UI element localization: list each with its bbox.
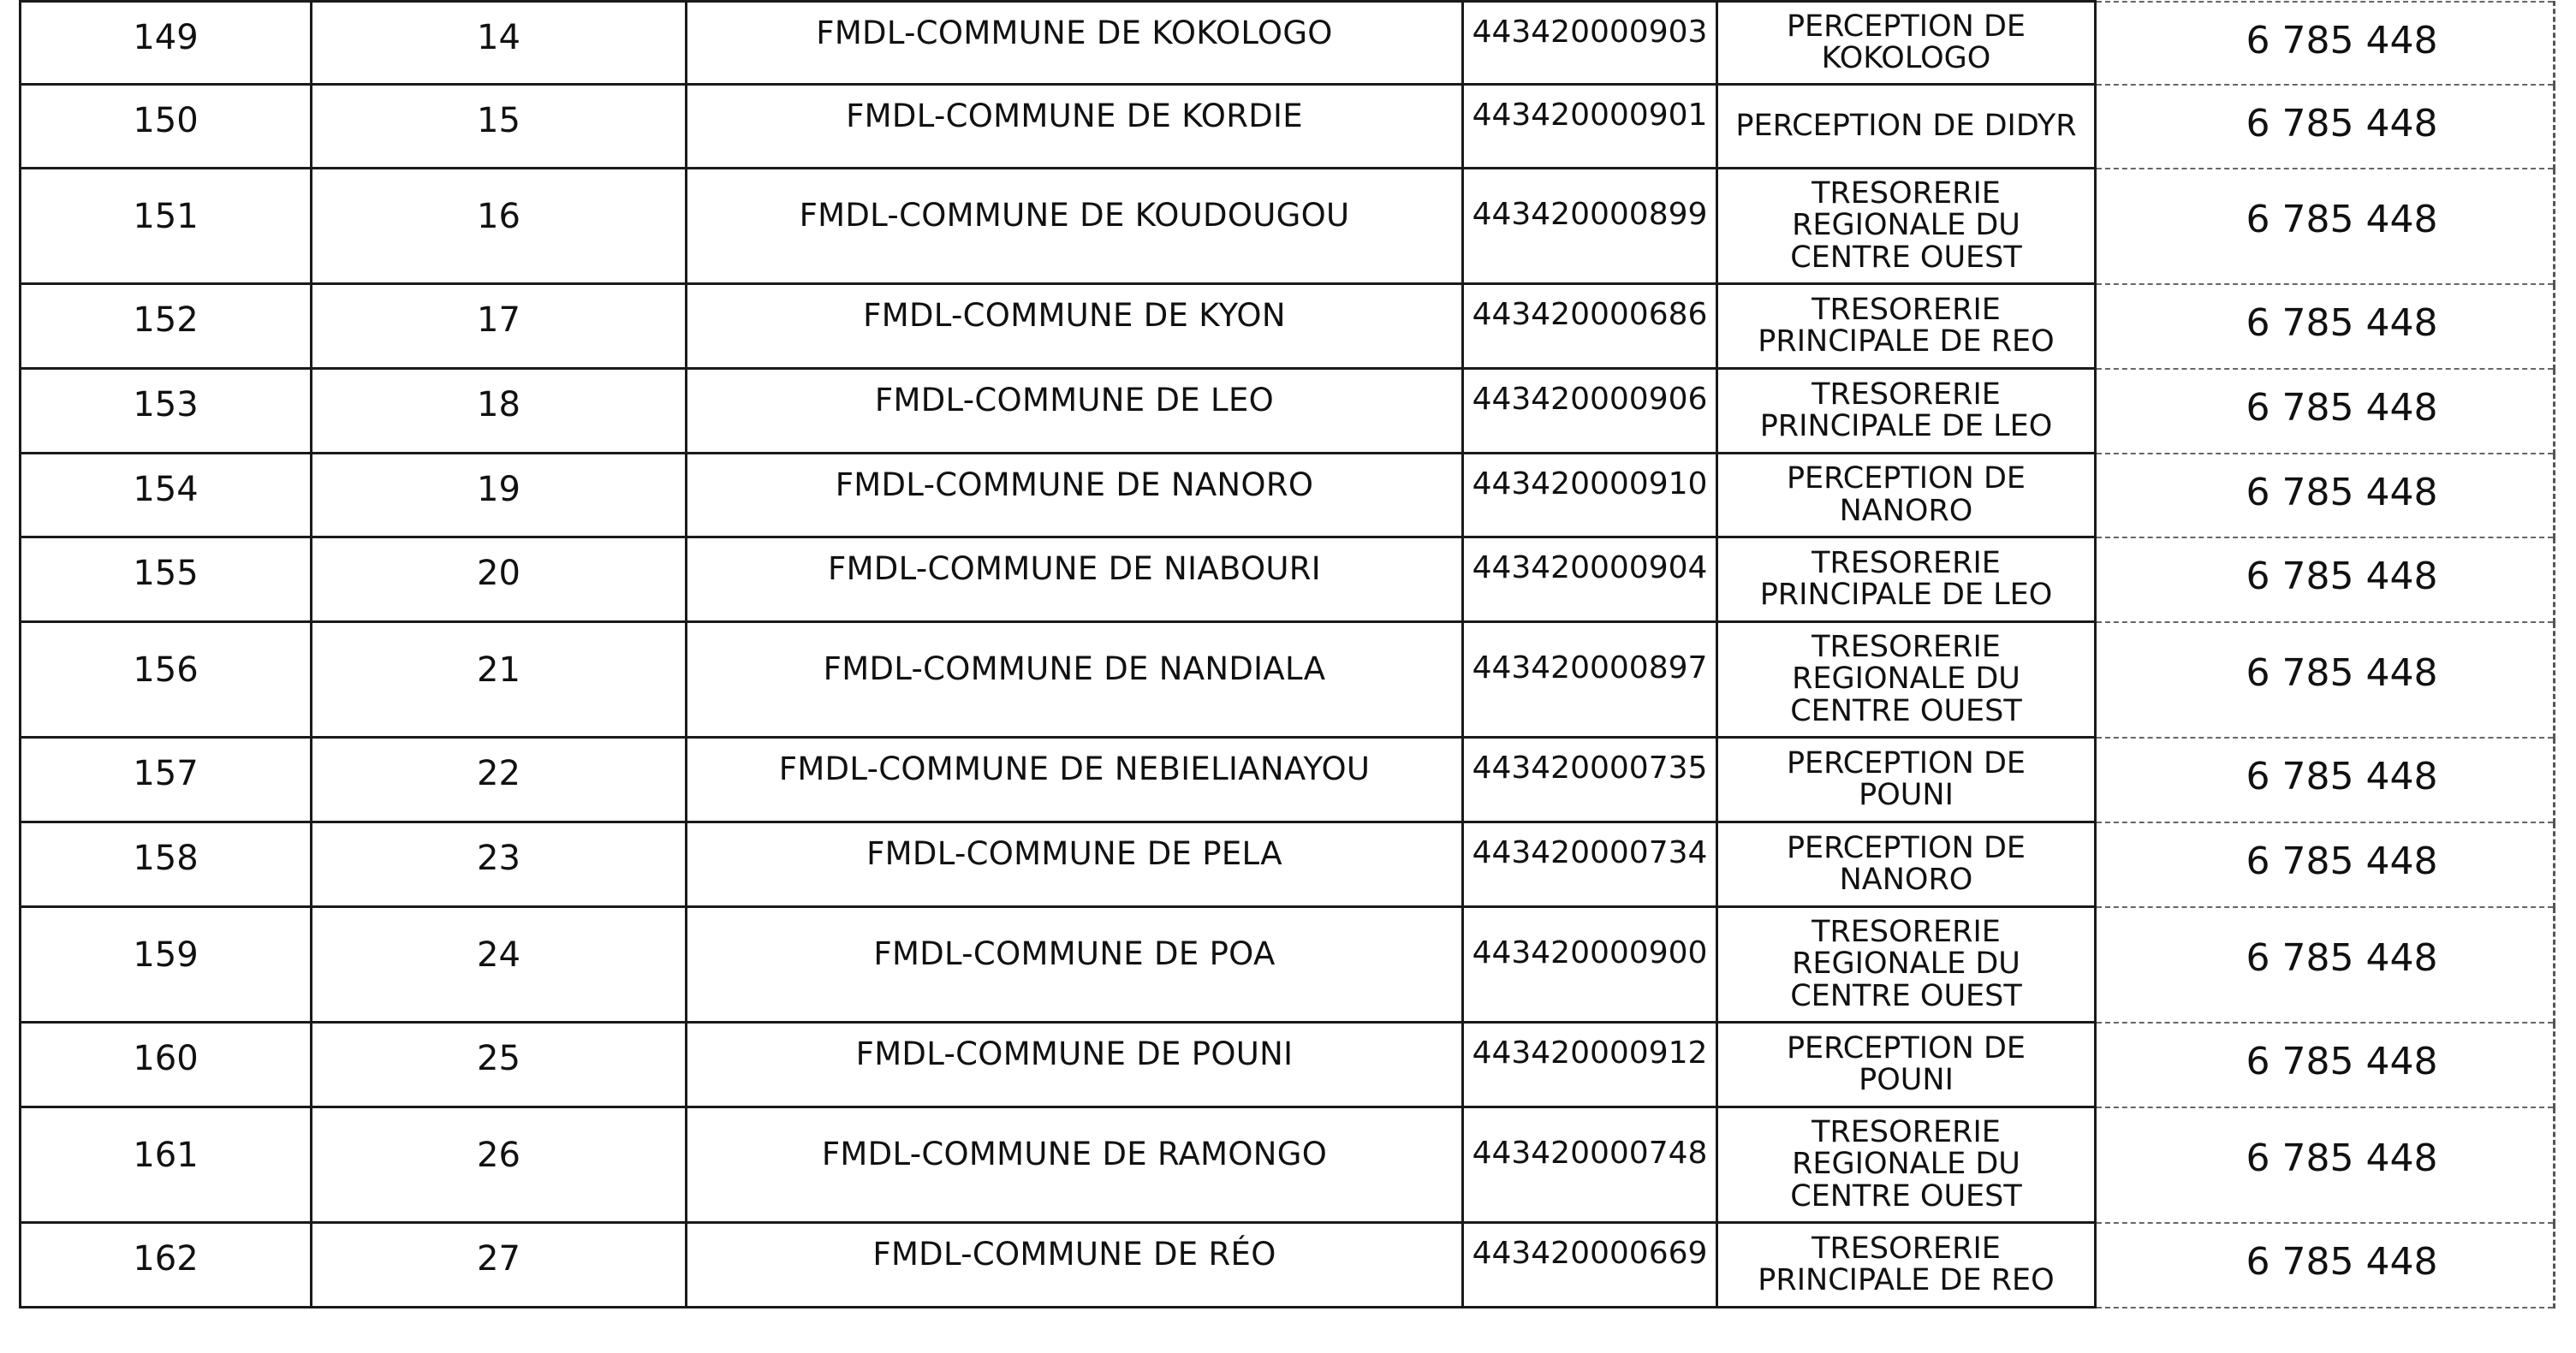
commune-name: FMDL-COMMUNE DE PELA bbox=[687, 822, 1463, 907]
row-order: 20 bbox=[312, 537, 687, 622]
amount: 6 785 448 bbox=[2096, 169, 2555, 284]
poste-line: CENTRE OUEST bbox=[1790, 978, 2022, 1013]
row-order: 22 bbox=[312, 738, 687, 822]
row-order: 18 bbox=[312, 369, 687, 454]
amount: 6 785 448 bbox=[2096, 284, 2555, 369]
poste-line: TRESORERIE bbox=[1812, 1115, 2001, 1150]
account-number: 443420000897 bbox=[1463, 622, 1717, 738]
poste-line: PERCEPTION DE bbox=[1786, 461, 2026, 496]
commune-name: FMDL-COMMUNE DE NIABOURI bbox=[687, 537, 1463, 622]
commune-name: FMDL-COMMUNE DE KORDIE bbox=[687, 85, 1463, 169]
account-number: 443420000904 bbox=[1463, 537, 1717, 622]
row-order: 23 bbox=[312, 822, 687, 907]
poste-line: CENTRE OUEST bbox=[1790, 693, 2022, 728]
table-row bbox=[21, 454, 2555, 537]
row-number: 157 bbox=[21, 738, 312, 822]
poste-comptable bbox=[1717, 284, 2096, 369]
row-order: 24 bbox=[312, 907, 687, 1023]
poste-line: REGIONALE DU bbox=[1792, 947, 2020, 982]
account-number: 443420000901 bbox=[1463, 85, 1717, 169]
table-row bbox=[21, 369, 2555, 454]
table-row bbox=[21, 738, 2555, 822]
poste-line: REGIONALE DU bbox=[1792, 208, 2020, 243]
poste-line: REGIONALE DU bbox=[1792, 662, 2020, 697]
poste-comptable bbox=[1717, 454, 2096, 537]
row-order: 14 bbox=[312, 2, 687, 85]
allocation-table bbox=[19, 0, 2555, 1308]
poste-comptable bbox=[1717, 1023, 2096, 1107]
account-number: 443420000900 bbox=[1463, 907, 1717, 1023]
row-order: 17 bbox=[312, 284, 687, 369]
row-order: 21 bbox=[312, 622, 687, 738]
commune-name: FMDL-COMMUNE DE NANDIALA bbox=[687, 622, 1463, 738]
amount: 6 785 448 bbox=[2096, 907, 2555, 1023]
poste-comptable bbox=[1717, 1107, 2096, 1223]
poste-comptable bbox=[1717, 169, 2096, 284]
poste-comptable bbox=[1717, 369, 2096, 454]
row-number: 162 bbox=[21, 1223, 312, 1308]
poste-line: PRINCIPALE DE LEO bbox=[1759, 578, 2053, 612]
account-number: 443420000686 bbox=[1463, 284, 1717, 369]
table-row bbox=[21, 822, 2555, 907]
poste-line: CENTRE OUEST bbox=[1790, 240, 2022, 275]
table-row bbox=[21, 537, 2555, 622]
poste-comptable bbox=[1717, 85, 2096, 169]
table-row bbox=[21, 1107, 2555, 1223]
commune-name: FMDL-COMMUNE DE NEBIELIANAYOU bbox=[687, 738, 1463, 822]
commune-name: FMDL-COMMUNE DE KOUDOUGOU bbox=[687, 169, 1463, 284]
table-row bbox=[21, 1223, 2555, 1308]
table-row bbox=[21, 622, 2555, 738]
amount: 6 785 448 bbox=[2096, 454, 2555, 537]
table-row bbox=[21, 1023, 2555, 1107]
account-number: 443420000669 bbox=[1463, 1223, 1717, 1308]
poste-line: POUNI bbox=[1859, 1063, 1954, 1097]
poste-comptable bbox=[1717, 2, 2096, 85]
amount: 6 785 448 bbox=[2096, 622, 2555, 738]
poste-line: TRESORERIE bbox=[1812, 545, 2001, 580]
row-number: 150 bbox=[21, 85, 312, 169]
row-number: 155 bbox=[21, 537, 312, 622]
row-number: 158 bbox=[21, 822, 312, 907]
account-number: 443420000899 bbox=[1463, 169, 1717, 284]
amount: 6 785 448 bbox=[2096, 537, 2555, 622]
amount: 6 785 448 bbox=[2096, 2, 2555, 85]
poste-line: PERCEPTION DE bbox=[1786, 830, 2026, 865]
amount: 6 785 448 bbox=[2096, 1023, 2555, 1107]
row-number: 161 bbox=[21, 1107, 312, 1223]
poste-line: TRESORERIE bbox=[1812, 176, 2001, 211]
poste-line: CENTRE OUEST bbox=[1790, 1178, 2022, 1214]
row-number: 159 bbox=[21, 907, 312, 1023]
amount: 6 785 448 bbox=[2096, 369, 2555, 454]
poste-comptable bbox=[1717, 738, 2096, 822]
table-body bbox=[21, 2, 2555, 1308]
poste-line: PRINCIPALE DE REO bbox=[1758, 1263, 2055, 1297]
poste-line: REGIONALE DU bbox=[1792, 1147, 2020, 1182]
table-row bbox=[21, 2, 2555, 85]
table-row bbox=[21, 284, 2555, 369]
row-number: 153 bbox=[21, 369, 312, 454]
poste-line: PRINCIPALE DE REO bbox=[1758, 324, 2055, 359]
row-order: 26 bbox=[312, 1107, 687, 1223]
row-number: 149 bbox=[21, 2, 312, 85]
table-row bbox=[21, 85, 2555, 169]
account-number: 443420000734 bbox=[1463, 822, 1717, 907]
account-number: 443420000906 bbox=[1463, 369, 1717, 454]
poste-line: NANORO bbox=[1839, 863, 1973, 897]
row-order: 19 bbox=[312, 454, 687, 537]
poste-line: TRESORERIE bbox=[1812, 1231, 2001, 1266]
commune-name: FMDL-COMMUNE DE RAMONGO bbox=[687, 1107, 1463, 1223]
amount: 6 785 448 bbox=[2096, 1223, 2555, 1308]
account-number: 443420000748 bbox=[1463, 1107, 1717, 1223]
account-number: 443420000910 bbox=[1463, 454, 1717, 537]
poste-line: KOKOLOGO bbox=[1821, 41, 1991, 75]
table-row bbox=[21, 907, 2555, 1023]
commune-name: FMDL-COMMUNE DE POUNI bbox=[687, 1023, 1463, 1107]
poste-line: PRINCIPALE DE LEO bbox=[1759, 409, 2053, 443]
poste-line: NANORO bbox=[1839, 493, 1973, 528]
account-number: 443420000912 bbox=[1463, 1023, 1717, 1107]
commune-name: FMDL-COMMUNE DE KYON bbox=[687, 284, 1463, 369]
poste-line: TRESORERIE bbox=[1812, 630, 2001, 665]
row-number: 156 bbox=[21, 622, 312, 738]
poste-line: POUNI bbox=[1859, 778, 1954, 812]
commune-name: FMDL-COMMUNE DE RÉO bbox=[687, 1223, 1463, 1308]
commune-name: FMDL-COMMUNE DE POA bbox=[687, 907, 1463, 1023]
poste-line: PERCEPTION DE bbox=[1786, 745, 2026, 780]
amount: 6 785 448 bbox=[2096, 1107, 2555, 1223]
commune-name: FMDL-COMMUNE DE NANORO bbox=[687, 454, 1463, 537]
row-number: 160 bbox=[21, 1023, 312, 1107]
poste-comptable bbox=[1717, 907, 2096, 1023]
amount: 6 785 448 bbox=[2096, 822, 2555, 907]
account-number: 443420000735 bbox=[1463, 738, 1717, 822]
poste-comptable bbox=[1717, 537, 2096, 622]
row-order: 27 bbox=[312, 1223, 687, 1308]
account-number: 443420000903 bbox=[1463, 2, 1717, 85]
poste-comptable bbox=[1717, 1223, 2096, 1308]
commune-name: FMDL-COMMUNE DE KOKOLOGO bbox=[687, 2, 1463, 85]
poste-line: PERCEPTION DE bbox=[1786, 1030, 2026, 1065]
row-number: 151 bbox=[21, 169, 312, 284]
amount: 6 785 448 bbox=[2096, 738, 2555, 822]
row-number: 154 bbox=[21, 454, 312, 537]
poste-comptable bbox=[1717, 622, 2096, 738]
row-number: 152 bbox=[21, 284, 312, 369]
commune-name: FMDL-COMMUNE DE LEO bbox=[687, 369, 1463, 454]
poste-comptable bbox=[1717, 822, 2096, 907]
row-order: 15 bbox=[312, 85, 687, 169]
amount: 6 785 448 bbox=[2096, 85, 2555, 169]
row-order: 25 bbox=[312, 1023, 687, 1107]
poste-line: PERCEPTION DE bbox=[1786, 9, 2026, 44]
row-order: 16 bbox=[312, 169, 687, 284]
poste-line: TRESORERIE bbox=[1812, 915, 2001, 950]
table-row bbox=[21, 169, 2555, 284]
poste-line: TRESORERIE bbox=[1812, 292, 2001, 327]
poste-line: TRESORERIE bbox=[1812, 377, 2001, 412]
poste-line: PERCEPTION DE DIDYR bbox=[1735, 108, 2077, 143]
